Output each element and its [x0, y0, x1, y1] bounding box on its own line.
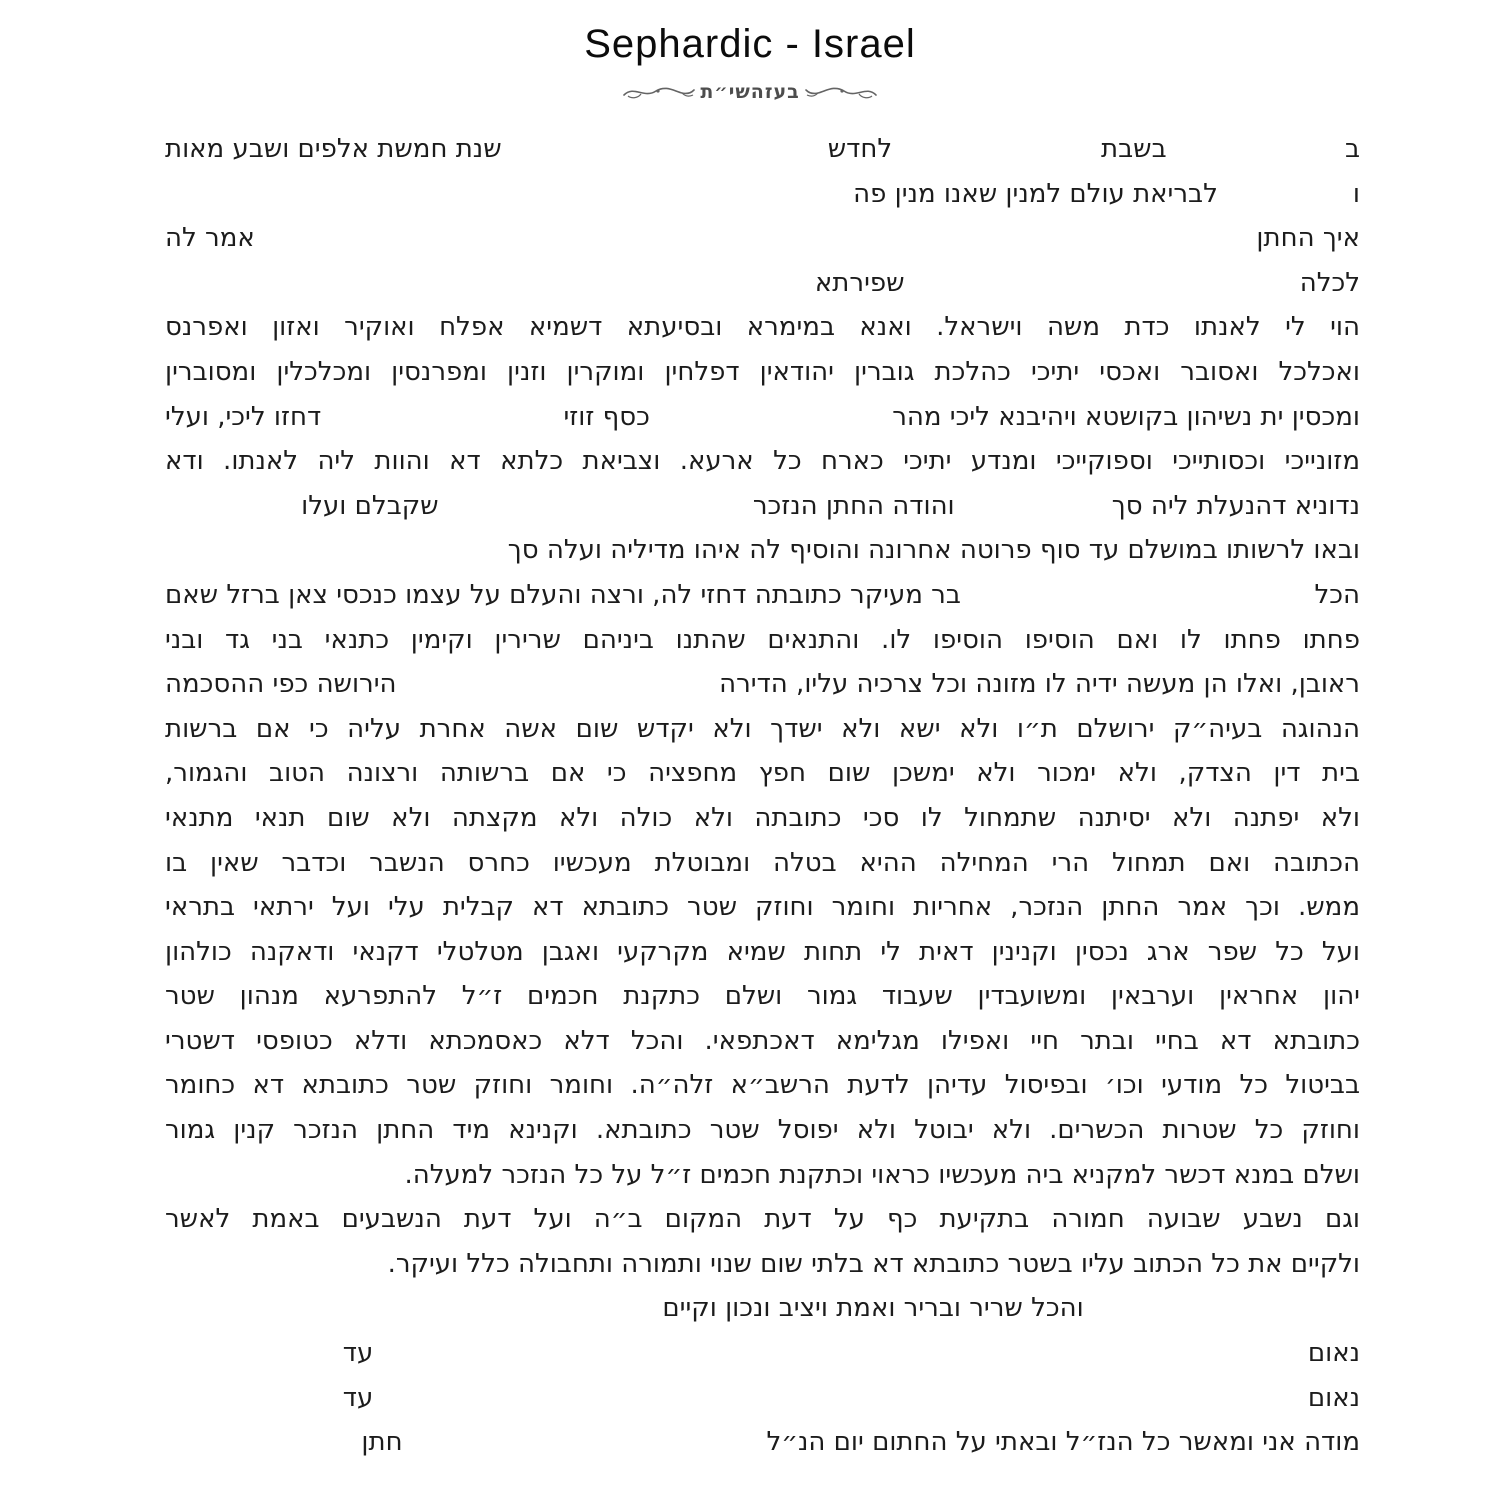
blank-fill-in-space: [1218, 201, 1353, 202]
text-line: וחוזק כל שטרות הכשרים. ולא יבוטל ולא יפוסל שטר כתובתא. וקנינא מיד החתן הנזכר קנין גמור: [165, 1115, 1360, 1146]
blank-fill-in-space: [905, 290, 1300, 291]
text-line: ובאו לרשותו במושלם עד סוף פרוטה אחרונה והוסיף לה איהו מדיליה ועלה סך: [507, 535, 1360, 566]
blank-fill-in-space: [165, 1405, 343, 1406]
page-title: Sephardic - Israel: [584, 22, 916, 66]
field-label: לבריאת עולם למנין שאנו מנין פה: [853, 178, 1218, 209]
text-line: [165, 1420, 1360, 1465]
field-label: בשבת: [1101, 134, 1167, 164]
text-line: מזונייכי וכסותייכי וספוקייכי ומנדע יתיכי כארח כל ארעא. וצביאת כלתא דא והוות ליה לאנתו. ודא: [165, 446, 1360, 477]
blank-fill-in-space: [165, 513, 301, 514]
field-label: והכל שריר ובריר ואמת ויציב ונכון וקיים: [662, 1293, 1084, 1324]
text-line: וגם נשבע שבועה חמורה בתקיעת כף על דעת המקום ב״ה ועל דעת הנשבעים באמת לאשר: [165, 1204, 1360, 1235]
text-line: כתובתא דא בחיי ובתר חיי ואפילו מגלימא דאכתפאי. והכל דלא כאסמכתא ודלא כטופסי דשטרי: [165, 1025, 1360, 1056]
field-label: נדוניא דהנעלת ליה סך: [1111, 490, 1360, 521]
blank-fill-in-space: [165, 1360, 343, 1361]
field-label: ראובן, ואלו הן מעשה ידיה לו מזונה וכל צרכיה עליו, הדירה: [719, 669, 1360, 700]
blank-fill-in-space: [439, 513, 753, 514]
blank-fill-in-space: [403, 1449, 767, 1450]
field-label: אמר לה: [165, 223, 255, 254]
field-label: והודה החתן הנזכר: [752, 490, 955, 521]
text-line: בביטול כל מודעי וכו׳ ובפיסול עדיהן לדעת הרשב״א זלה״ה. וחומר וחוזק שטר כתובתא דא כחומר: [165, 1070, 1360, 1101]
text-line: הכתובה ואם תמחול הרי המחילה ההיא בטלה ומבוטלת מעכשיו כחרס הנשבר וכדבר שאין בו: [165, 847, 1360, 878]
field-label: כסף זוזי: [563, 401, 650, 432]
text-line: ושלם במנא דכשר למקניא ביה מעכשיו כראוי וכתקנת חכמים ז״ל על כל הנזכר למעלה.: [404, 1159, 1360, 1190]
blank-fill-in-space: [165, 1449, 361, 1450]
text-line: [165, 484, 1360, 529]
blank-fill-in-space: [502, 156, 828, 157]
text-line: [165, 395, 1360, 440]
text-line: ולא יפתנה ולא יסיתנה שתמחול לו סכי כתובתה ולא כולה ולא מקצתה ולא שום תנאי מתנאי: [165, 802, 1360, 833]
text-line: הנהוגה בעיה״ק ירושלם ת״ו ולא ישא ולא ישדך ולא יקדש שום אשה אחרת עליה כי אם ברשות: [165, 713, 1360, 744]
blank-fill-in-space: [165, 1315, 662, 1316]
field-label: הירושה כפי ההסכמה: [165, 669, 397, 700]
text-line: פחתו פחתו לו ואם הוסיפו הוסיפו לו. והתנאים שהתנו ביניהם שרירין וקימין כתנאי בני גד ובני: [165, 624, 1360, 655]
blank-fill-in-space: [321, 424, 563, 425]
text-line: הוי לי לאנתו כדת משה וישראל. ואנא במימרא ובסיעתא דשמיא אפלח ואוקיר ואזון ואפרנס: [165, 312, 1360, 343]
text-line: [165, 261, 1360, 306]
field-label: ו: [1352, 178, 1360, 209]
field-label: לכלה: [1299, 267, 1360, 298]
field-label: דחזו ליכי, ועלי: [165, 401, 322, 432]
field-label: מודה אני ומאשר כל הנז״ל ובאתי על החתום יום הנ״ל: [766, 1427, 1360, 1458]
text-line: בית דין הצדק, ולא ימכור ולא ימשכן שום חפץ מחפציה כי אם ברשותה ורצונה הטוב והגמור,: [165, 758, 1360, 789]
field-label: נאום: [1307, 1338, 1360, 1369]
header-ornament: [0, 77, 1500, 107]
field-label: שנת חמשת אלפים ושבע מאות: [165, 134, 502, 164]
field-label: בר מעיקר כתובתה דחזי לה, ורצה והעלם על עצמו כנכסי צאן ברזל שאם: [165, 579, 961, 610]
field-label: ומכסין ית נשיהון בקושטא ויהיבנא ליכי מהר: [892, 401, 1360, 432]
field-label: ב: [1344, 134, 1360, 164]
blank-fill-in-space: [892, 156, 1101, 157]
document-lines: [165, 127, 1360, 1465]
field-label: נאום: [1307, 1382, 1360, 1413]
text-line: [165, 1286, 1360, 1331]
text-line: [165, 1376, 1360, 1421]
text-line: [165, 172, 1360, 217]
field-label: הכל: [1314, 579, 1360, 610]
flourish-left-icon: [622, 82, 696, 102]
field-label: שפירתא: [814, 267, 905, 298]
text-line: ולקיים את כל הכתוב עליו בשטר כתובתא דא בלתי שום שנוי ותמורה ותחבולה כלל ועיקר.: [387, 1248, 1360, 1279]
field-label: עד: [342, 1382, 374, 1413]
blank-fill-in-space: [1084, 1315, 1360, 1316]
text-line: יהון אחראין וערבאין ומשועבדין שעבוד גמור ושלם כתקנת חכמים ז״ל להתפרעא מנהון שטר: [165, 981, 1360, 1012]
field-label: חתן: [361, 1427, 403, 1458]
text-line: [165, 573, 1360, 618]
text-line: [165, 127, 1360, 172]
blank-fill-in-space: [373, 1360, 1308, 1361]
blank-fill-in-space: [373, 1405, 1308, 1406]
blank-fill-in-space: [255, 245, 1257, 246]
blank-fill-in-space: [165, 290, 815, 291]
blank-fill-in-space: [955, 513, 1112, 514]
text-line: [165, 1331, 1360, 1376]
blank-fill-in-space: [650, 424, 892, 425]
blank-fill-in-space: [165, 201, 853, 202]
field-label: איך החתן: [1256, 223, 1360, 254]
blank-fill-in-space: [1167, 156, 1345, 157]
blank-fill-in-space: [961, 602, 1315, 603]
field-label: לחדש: [827, 134, 893, 164]
field-label: שקבלם ועלו: [301, 490, 439, 521]
text-line: ועל כל שפר ארג נכסין וקנינין דאית לי תחות שמיא מקרקעי ואגבן מטלטלי דקנאי ודאקנה כולהון: [165, 936, 1360, 967]
blank-fill-in-space: [397, 691, 720, 692]
ornament-blessing-text: בעזהשי״ת: [700, 81, 800, 103]
text-line: ואכלכל ואסובר ואכסי יתיכי כהלכת גוברין יהודאין דפלחין ומוקרין וזנין ומפרנסין ומכלכלין ומסוברין: [165, 356, 1360, 387]
text-line: [165, 662, 1360, 707]
text-line: ממש. וכך אמר החתן הנזכר, אחריות וחומר וחוזק שטר כתובתא דא קבלית עלי ועל ירתאי בתראי: [165, 892, 1360, 923]
text-line: [165, 216, 1360, 261]
flourish-right-icon: [804, 82, 878, 102]
field-label: עד: [342, 1338, 374, 1369]
